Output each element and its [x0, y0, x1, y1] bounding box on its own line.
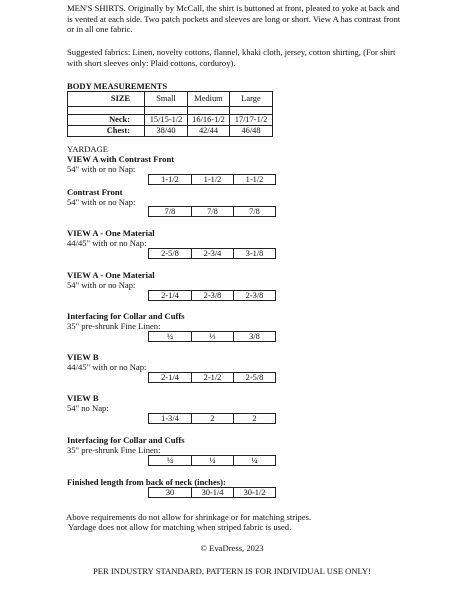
chest-label: Chest: — [68, 126, 145, 137]
section-subheading: 54" with or no Nap: — [67, 164, 136, 174]
neck-label: Neck: — [68, 115, 145, 126]
section-subheading: 44/45" with or no Nap: — [67, 362, 147, 372]
yardage-table — [148, 487, 276, 498]
neck-large: 17/17-1/2 — [230, 115, 273, 126]
yardage-table — [148, 372, 276, 383]
yardage-table — [148, 174, 276, 185]
section-heading: VIEW A with Contrast Front — [67, 154, 175, 164]
section-heading: Interfacing for Collar and Cuffs — [67, 435, 185, 445]
section-subheading: 54" with or no Nap: — [67, 280, 136, 290]
section-subheading: 35" pre-shrunk Fine Linen: — [67, 445, 161, 455]
yardage-medium: ¼ — [192, 456, 234, 466]
yardage-large: 2-5/8 — [234, 373, 276, 383]
yardage-large: 7/8 — [234, 207, 276, 217]
yardage-table — [148, 455, 276, 466]
yardage-small: 7/8 — [149, 207, 192, 217]
yardage-label: YARDAGE — [67, 144, 109, 154]
yardage-medium: 2-1/2 — [192, 373, 234, 383]
yardage-small: ¼ — [149, 456, 192, 466]
yardage-medium: 2 — [192, 414, 234, 424]
yardage-table — [148, 206, 276, 217]
yardage-medium: 7/8 — [192, 207, 234, 217]
size-label: SIZE — [68, 92, 145, 107]
yardage-table — [148, 290, 276, 301]
neck-small: 15/15-1/2 — [145, 115, 188, 126]
section-heading: VIEW A - One Material — [67, 228, 155, 238]
yardage-large: ¼ — [234, 456, 276, 466]
section-heading: VIEW B — [67, 393, 99, 403]
yardage-large: 1-1/2 — [234, 175, 276, 185]
body-measurements-table — [67, 91, 273, 137]
section-heading: Finished length from back of neck (inches): — [67, 477, 226, 487]
copyright: © EvaDress, 2023 — [200, 543, 264, 553]
intro-paragraph: MEN'S SHIRTS. Originally by McCall, the shirt is buttoned at front, pleated to yoke at back and is vented at each side. Two patch pockets and sleeves are long or short. View A has contrast front or in all one fabric. — [67, 3, 401, 34]
chest-small: 38/40 — [145, 126, 188, 137]
yardage-large: 3/8 — [234, 332, 276, 342]
yardage-large: 3-1/8 — [234, 249, 276, 259]
chest-medium: 42/44 — [188, 126, 230, 137]
section-heading: VIEW A - One Material — [67, 270, 155, 280]
section-heading: Interfacing for Collar and Cuffs — [67, 311, 185, 321]
section-heading: Contrast Front — [67, 187, 123, 197]
note-stripes: Yardage does not allow for matching when striped fabric is used. — [68, 522, 292, 532]
neck-medium: 16/16-1/2 — [188, 115, 230, 126]
yardage-small: 1-3/4 — [149, 414, 192, 424]
yardage-large: 2 — [234, 414, 276, 424]
yardage-medium: ⅓ — [192, 332, 234, 342]
yardage-small: 1-1/2 — [149, 175, 192, 185]
size-medium: Medium — [188, 92, 230, 107]
yardage-medium: 2-3/8 — [192, 291, 234, 301]
yardage-medium: 2-3/4 — [192, 249, 234, 259]
section-subheading: 54" with or no Nap: — [67, 197, 136, 207]
yardage-small: 2-1/4 — [149, 373, 192, 383]
yardage-table — [148, 248, 276, 259]
yardage-small: 2-5/8 — [149, 249, 192, 259]
section-subheading: 35" pre-shrunk Fine Linen: — [67, 321, 161, 331]
yardage-medium: 30-1/4 — [192, 488, 234, 498]
yardage-small: ¼ — [149, 332, 192, 342]
note-shrinkage: Above requirements do not allow for shrinkage or for matching stripes. — [66, 512, 312, 522]
yardage-large: 30-1/2 — [234, 488, 276, 498]
fabrics-paragraph: Suggested fabrics: Linen, novelty cottons, flannel, khaki cloth, jersey, cotton shirting, (For shirt with short sleeves only: Plaid cottons, corduroy). — [67, 47, 396, 68]
section-subheading: 44/45" with or no Nap: — [67, 238, 147, 248]
usage-disclaimer: PER INDUSTRY STANDARD, PATTERN IS FOR INDIVIDUAL USE ONLY! — [93, 566, 371, 576]
size-large: Large — [230, 92, 273, 107]
yardage-small: 2-1/4 — [149, 291, 192, 301]
section-heading: VIEW B — [67, 352, 99, 362]
size-small: Small — [145, 92, 188, 107]
yardage-table — [148, 413, 276, 424]
body-measurements-title: BODY MEASUREMENTS — [67, 81, 168, 91]
yardage-large: 2-3/8 — [234, 291, 276, 301]
yardage-medium: 1-1/2 — [192, 175, 234, 185]
yardage-small: 30 — [149, 488, 192, 498]
yardage-table — [148, 331, 276, 342]
chest-large: 46/48 — [230, 126, 273, 137]
section-subheading: 54" no Nap: — [67, 403, 109, 413]
